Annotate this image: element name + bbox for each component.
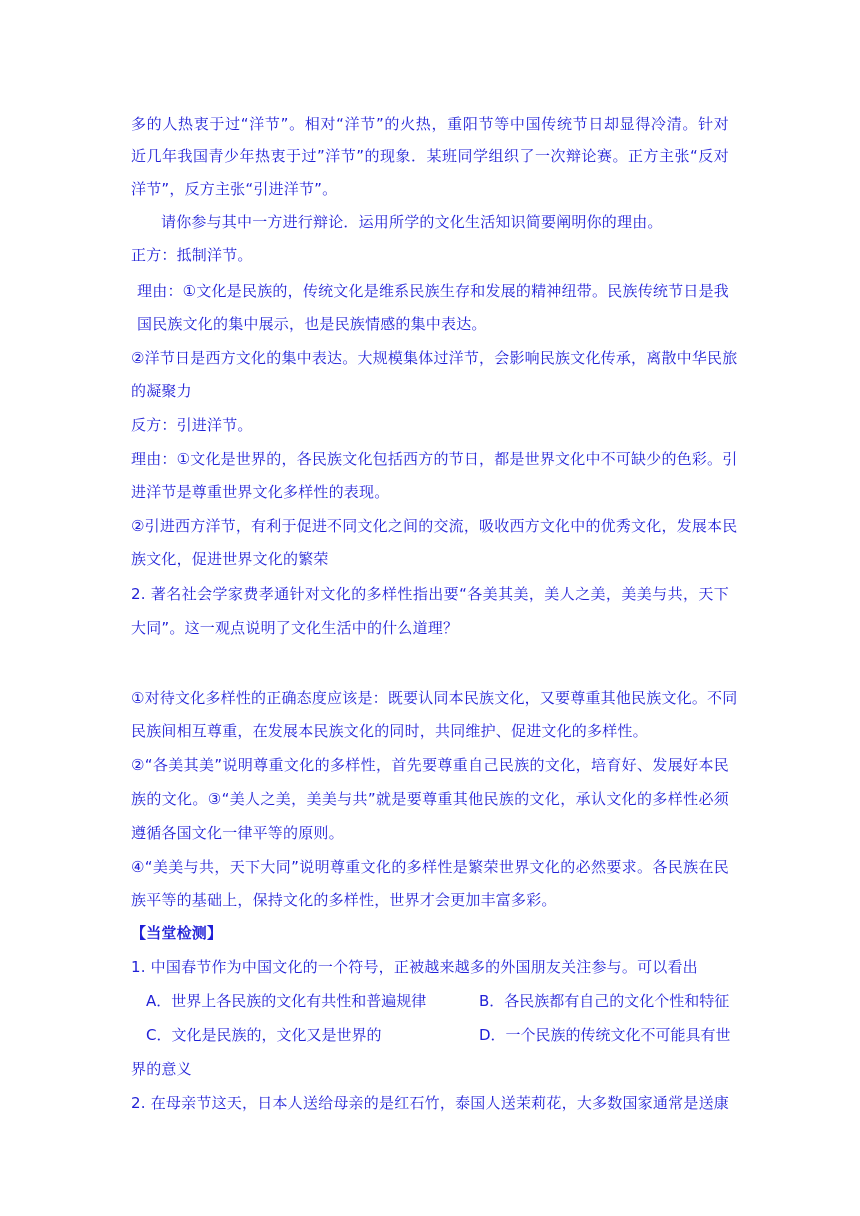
answer-2-p2-line-3: 遵循各国文化一律平等的原则。 (131, 824, 344, 842)
answer-2-p2-line-2: 族的文化。③“美人之美，美美与共”就是要尊重其他民族的文化，承认文化的多样性必须 (131, 790, 729, 808)
debate-prompt: 请你参与其中一方进行辩论．运用所学的文化生活知识简要阐明你的理由。 (161, 213, 663, 231)
question-2-line-2: 大同”。这一观点说明了文化生活中的什么道理？ (131, 619, 459, 637)
pro-reason-1-line-1: 理由：①文化是民族的，传统文化是维系民族生存和发展的精神纽带。民族传统节日是我 (137, 282, 729, 300)
con-reason-1-line-2: 进洋节是尊重世界文化多样性的表现。 (131, 483, 390, 501)
test-1-option-d-continued: 界的意义 (131, 1060, 192, 1078)
answer-2-p1-line-1: ①对待文化多样性的正确态度应该是：既要认同本民族文化，又要尊重其他民族文化。不同 (131, 689, 738, 707)
intro-line-2: 近几年我国青少年热衷于过”洋节”的现象．某班同学组织了一次辩论赛。正方主张“反对 (131, 147, 729, 165)
answer-2-p1-line-2: 民族间相互尊重，在发展本民族文化的同时，共同维护、促进文化的多样性。 (131, 722, 648, 740)
test-1-option-d: D．一个民族的传统文化不可能具有世 (479, 1026, 731, 1044)
test-1-stem: 1. 中国春节作为中国文化的一个符号，正被越来越多的外国朋友关注参与。可以看出 (131, 958, 698, 976)
test-2-stem: 2. 在母亲节这天，日本人送给母亲的是红石竹，泰国人送茉莉花，大多数国家通常是送康 (131, 1094, 729, 1112)
pro-reason-2-line-1: ②洋节日是西方文化的集中表达。大规模集体过洋节，会影响民族文化传承，离散中华民旅 (131, 349, 738, 367)
con-reason-2-line-2: 族文化，促进世界文化的繁荣 (131, 550, 329, 568)
con-reason-1-line-1: 理由：①文化是世界的，各民族文化包括西方的节日，都是世界文化中不可缺少的色彩。引 (131, 450, 738, 468)
intro-line-1: 多的人热衷于过“洋节”。相对“洋节”的火热，重阳节等中国传统节日却显得冷清。针对 (131, 115, 729, 133)
answer-2-p4-line-1: ④“美美与共，天下大同”说明尊重文化的多样性是繁荣世界文化的必然要求。各民族在民 (131, 858, 729, 876)
con-reason-2-line-1: ②引进西方洋节，有利于促进不同文化之间的交流，吸收西方文化中的优秀文化，发展本民 (131, 517, 738, 535)
pro-side-label: 正方：抵制洋节。 (131, 246, 253, 264)
intro-line-3: 洋节”，反方主张“引进洋节”。 (131, 180, 338, 198)
answer-2-p4-line-2: 族平等的基础上，保持文化的多样性，世界才会更加丰富多彩。 (131, 891, 557, 909)
answer-2-p2-line-1: ②“各美其美”说明尊重文化的多样性，首先要尊重自己民族的文化，培育好、发展好本民 (131, 756, 729, 774)
test-1-option-a: A．世界上各民族的文化有共性和普遍规律 (146, 992, 427, 1010)
section-heading: 【当堂检测】 (131, 924, 223, 942)
question-2-line-1: 2. 著名社会学家费孝通针对文化的多样性指出要“各美其美，美人之美，美美与共，天下 (131, 585, 729, 603)
pro-reason-1-line-2: 国民族文化的集中展示，也是民族情感的集中表达。 (137, 315, 487, 333)
test-1-option-c: C．文化是民族的，文化又是世界的 (146, 1026, 382, 1044)
pro-reason-2-line-2: 的凝聚力 (131, 382, 192, 400)
test-1-option-b: B．各民族都有自己的文化个性和特征 (479, 992, 730, 1010)
con-side-label: 反方：引进洋节。 (131, 416, 253, 434)
